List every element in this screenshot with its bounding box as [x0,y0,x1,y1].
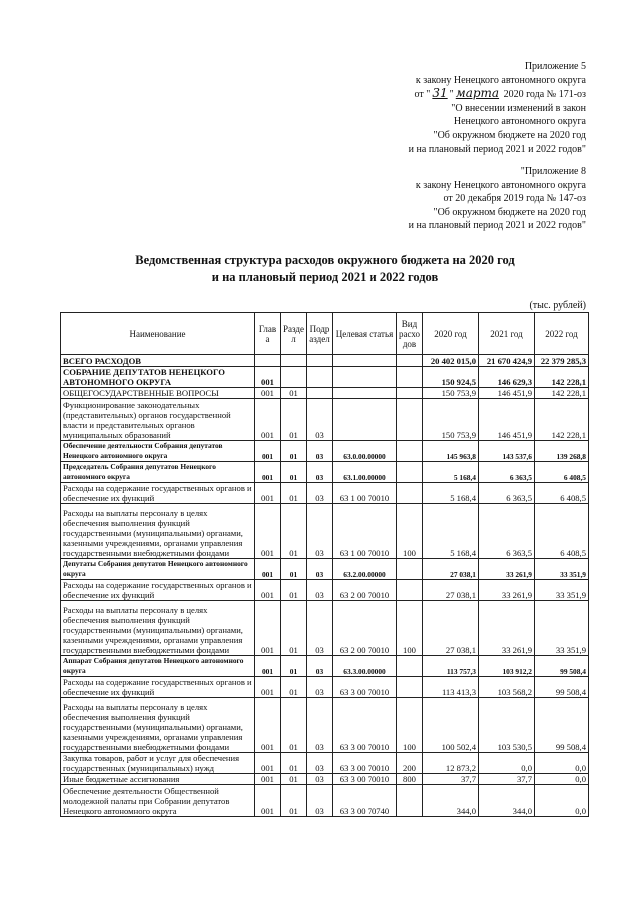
row-glava-cell: 001 [255,441,281,462]
row-2020-cell: 113 413,3 [423,677,479,698]
row-name-cell: СОБРАНИЕ ДЕПУТАТОВ НЕНЕЦКОГО АВТОНОМНОГО ОКРУГА [61,367,255,388]
header-line: к закону Ненецкого автономного округа [415,179,586,191]
row-glava-cell: 001 [255,753,281,774]
table-row [61,355,589,367]
row-2022-cell: 33 351,9 [535,580,589,601]
row-2022-cell: 139 268,8 [535,441,589,462]
row-2022-cell: 6 408,5 [535,504,589,559]
row-2021-cell: 103 568,2 [479,677,535,698]
row-razdel-cell: 01 [281,677,307,698]
row-2020-cell: 344,0 [423,785,479,817]
col-2022-header: 2022 год [535,313,589,355]
row-2020-cell: 5 168,4 [423,483,479,504]
units-label: (тыс. рублей) [529,300,586,311]
row-2021-cell: 21 670 424,9 [479,355,535,367]
row-2022-cell: 142 228,1 [535,399,589,441]
row-vid-cell [397,483,423,504]
row-podrazdel-cell [307,355,333,367]
row-target-cell: 63 3 00 70010 [333,753,397,774]
row-2022-cell: 6 408,5 [535,462,589,483]
row-2022-cell: 33 351,9 [535,601,589,656]
row-razdel-cell: 01 [281,441,307,462]
row-2021-cell: 33 261,9 [479,580,535,601]
header-line: "О внесении изменений в закон [451,102,586,114]
table-row [61,753,589,774]
header-line: и на плановый период 2021 и 2022 годов" [408,143,586,155]
header-line: и на плановый период 2021 и 2022 годов" [408,220,586,232]
row-name-cell: Расходы на содержание государственных органов и обеспечение их функций [61,580,255,601]
row-2022-cell: 142 228,1 [535,367,589,388]
row-target-cell [333,388,397,399]
row-2020-cell: 27 038,1 [423,580,479,601]
row-podrazdel-cell: 03 [307,462,333,483]
row-2021-cell: 146 451,9 [479,399,535,441]
row-podrazdel-cell: 03 [307,601,333,656]
row-podrazdel-cell: 03 [307,483,333,504]
header-date-line [409,87,586,102]
row-glava-cell: 001 [255,656,281,677]
header-line: "Приложение 8 [520,166,586,177]
table-body [61,355,589,817]
row-vid-cell [397,677,423,698]
table-row [61,559,589,580]
table-row [61,388,589,399]
table-row [61,785,589,817]
col-podrazdel-header: Подр аздел [307,313,333,355]
row-glava-cell: 001 [255,399,281,441]
col-2021-header: 2021 год [479,313,535,355]
row-name-cell: Аппарат Собрания депутатов Ненецкого автономного округа [61,656,255,677]
row-name-cell: Функционирование законодательных (представительных) органов государственной власти и представительных органов муниципальных образований [61,399,255,441]
row-2022-cell: 0,0 [535,753,589,774]
row-razdel-cell: 01 [281,601,307,656]
row-target-cell: 63.2.00.00000 [333,559,397,580]
row-target-cell [333,367,397,388]
header-date-prefix: от " [414,89,431,101]
row-2021-cell: 37,7 [479,774,535,785]
row-2020-cell: 150 753,9 [423,399,479,441]
row-podrazdel-cell: 03 [307,559,333,580]
header-line: Приложение 5 [524,61,586,72]
row-target-cell: 63 2 00 70010 [333,601,397,656]
row-2020-cell: 100 502,4 [423,698,479,753]
row-2022-cell: 0,0 [535,785,589,817]
row-name-cell: Председатель Собрания депутатов Ненецкого автономного округа [61,462,255,483]
row-target-cell: 63.3.00.00000 [333,656,397,677]
row-2020-cell: 5 168,4 [423,504,479,559]
row-2020-cell: 27 038,1 [423,559,479,580]
row-glava-cell: 001 [255,601,281,656]
row-vid-cell [397,355,423,367]
row-2021-cell: 103 912,2 [479,656,535,677]
row-2022-cell: 99 508,4 [535,677,589,698]
table-row [61,462,589,483]
row-2021-cell: 33 261,9 [479,559,535,580]
row-2022-cell: 99 508,4 [535,698,589,753]
row-name-cell: Расходы на содержание государственных органов и обеспечение их функций [61,677,255,698]
row-razdel-cell: 01 [281,483,307,504]
row-2022-cell: 99 508,4 [535,656,589,677]
row-vid-cell: 100 [397,698,423,753]
row-2020-cell: 27 038,1 [423,601,479,656]
row-2021-cell: 6 363,5 [479,483,535,504]
row-2021-cell: 146 629,3 [479,367,535,388]
row-vid-cell [397,441,423,462]
table-row [61,580,589,601]
document-title [60,252,590,286]
row-name-cell: Расходы на выплаты персоналу в целях обеспечения выполнения функций государственными (муниципальными) органами, казенными учреждениями, органами управления государственными внебюджетными фондами [61,504,255,559]
row-vid-cell: 800 [397,774,423,785]
col-name-header: Наименование [61,313,255,355]
row-razdel-cell: 01 [281,504,307,559]
row-razdel-cell: 01 [281,753,307,774]
row-name-cell: Депутаты Собрания депутатов Ненецкого автономного округа [61,559,255,580]
table-row [61,698,589,753]
row-razdel-cell: 01 [281,399,307,441]
header-line: от 20 декабря 2019 года № 147-оз [443,193,586,205]
row-glava-cell: 001 [255,462,281,483]
row-2021-cell: 103 530,5 [479,698,535,753]
col-glava-header: Глав а [255,313,281,355]
row-podrazdel-cell [307,388,333,399]
row-vid-cell [397,399,423,441]
col-vid-header: Вид расхо дов [397,313,423,355]
row-2022-cell: 6 408,5 [535,483,589,504]
row-podrazdel-cell [307,367,333,388]
title-line: Ведомственная структура расходов окружного бюджета на 2020 год [135,253,515,267]
row-2021-cell: 0,0 [479,753,535,774]
row-target-cell: 63 1 00 70010 [333,483,397,504]
row-target-cell: 63.1.00.00000 [333,462,397,483]
row-glava-cell: 001 [255,580,281,601]
header-line: "Об окружном бюджете на 2020 год [433,206,586,218]
header-date-mid: " [449,89,454,101]
row-2022-cell: 33 351,9 [535,559,589,580]
header-line: Ненецкого автономного округа [453,116,586,128]
row-target-cell [333,355,397,367]
row-razdel-cell: 01 [281,388,307,399]
row-razdel-cell: 01 [281,656,307,677]
row-vid-cell: 100 [397,601,423,656]
row-podrazdel-cell: 03 [307,774,333,785]
row-razdel-cell: 01 [281,785,307,817]
table-row [61,504,589,559]
row-name-cell: ОБЩЕГОСУДАРСТВЕННЫЕ ВОПРОСЫ [61,388,255,399]
row-glava-cell: 001 [255,367,281,388]
table-row [61,601,589,656]
row-name-cell: Расходы на выплаты персоналу в целях обеспечения выполнения функций государственными (муниципальными) органами, казенными учреждениями, органами управления государственными внебюджетными фондами [61,698,255,753]
row-glava-cell [255,355,281,367]
table-row [61,656,589,677]
row-2020-cell: 150 753,9 [423,388,479,399]
table-row [61,367,589,388]
row-vid-cell [397,367,423,388]
col-target-header: Целевая статья [333,313,397,355]
row-2022-cell: 22 379 285,3 [535,355,589,367]
row-name-cell: Расходы на содержание государственных органов и обеспечение их функций [61,483,255,504]
row-target-cell: 63 3 00 70740 [333,785,397,817]
header-line: к закону Ненецкого автономного округа [415,74,586,86]
row-name-cell: Обеспечение деятельности Собрания депутатов Ненецкого автономного округа [61,441,255,462]
appendix-header-original [409,165,586,233]
row-vid-cell [397,388,423,399]
row-glava-cell: 001 [255,388,281,399]
row-podrazdel-cell: 03 [307,677,333,698]
row-target-cell [333,399,397,441]
row-glava-cell: 001 [255,504,281,559]
row-2021-cell: 143 537,6 [479,441,535,462]
row-2020-cell: 145 963,8 [423,441,479,462]
row-name-cell: ВСЕГО РАСХОДОВ [61,355,255,367]
row-vid-cell [397,559,423,580]
row-2021-cell: 6 363,5 [479,504,535,559]
row-2020-cell: 12 873,2 [423,753,479,774]
col-2020-header: 2020 год [423,313,479,355]
row-razdel-cell: 01 [281,559,307,580]
row-podrazdel-cell: 03 [307,441,333,462]
row-glava-cell: 001 [255,774,281,785]
row-podrazdel-cell: 03 [307,399,333,441]
budget-table [60,312,589,817]
row-glava-cell: 001 [255,677,281,698]
row-target-cell: 63 3 00 70010 [333,677,397,698]
row-target-cell: 63 2 00 70010 [333,580,397,601]
row-vid-cell: 100 [397,504,423,559]
table-header-row [61,313,589,355]
row-name-cell: Иные бюджетные ассигнования [61,774,255,785]
row-2020-cell: 113 757,3 [423,656,479,677]
row-podrazdel-cell: 03 [307,504,333,559]
handwritten-month: марта [455,86,500,101]
col-razdel-header: Разде л [281,313,307,355]
row-target-cell: 63 3 00 70010 [333,698,397,753]
row-target-cell: 63.0.00.00000 [333,441,397,462]
table-row [61,441,589,462]
row-podrazdel-cell: 03 [307,753,333,774]
row-razdel-cell: 01 [281,774,307,785]
appendix-header-current [409,60,586,156]
row-vid-cell [397,580,423,601]
table-row [61,483,589,504]
header-line: "Об окружном бюджете на 2020 год [433,129,586,141]
header-date-suffix: 2020 года № 171-оз [501,89,586,101]
row-2021-cell: 344,0 [479,785,535,817]
row-razdel-cell [281,355,307,367]
row-razdel-cell: 01 [281,580,307,601]
table-row [61,774,589,785]
row-glava-cell: 001 [255,483,281,504]
row-podrazdel-cell: 03 [307,785,333,817]
row-podrazdel-cell: 03 [307,580,333,601]
row-name-cell: Расходы на выплаты персоналу в целях обеспечения выполнения функций государственными (муниципальными) органами, казенными учреждениями, органами управления государственными внебюджетными фондами [61,601,255,656]
row-razdel-cell [281,367,307,388]
row-vid-cell [397,785,423,817]
handwritten-day: 31 [432,86,448,101]
row-vid-cell [397,462,423,483]
row-glava-cell: 001 [255,785,281,817]
row-2020-cell: 5 168,4 [423,462,479,483]
row-name-cell: Обеспечение деятельности Общественной молодежной палаты при Собрании депутатов Ненецкого автономного округа [61,785,255,817]
row-2021-cell: 146 451,9 [479,388,535,399]
title-line: и на плановый период 2021 и 2022 годов [211,270,439,284]
row-vid-cell: 200 [397,753,423,774]
row-2021-cell: 33 261,9 [479,601,535,656]
row-razdel-cell: 01 [281,698,307,753]
row-razdel-cell: 01 [281,462,307,483]
row-2021-cell: 6 363,5 [479,462,535,483]
row-name-cell: Закупка товаров, работ и услуг для обеспечения государственных (муниципальных) нужд [61,753,255,774]
row-2020-cell: 37,7 [423,774,479,785]
row-podrazdel-cell: 03 [307,656,333,677]
table-row [61,399,589,441]
row-podrazdel-cell: 03 [307,698,333,753]
row-2022-cell: 0,0 [535,774,589,785]
row-2022-cell: 142 228,1 [535,388,589,399]
row-2020-cell: 150 924,5 [423,367,479,388]
row-glava-cell: 001 [255,698,281,753]
row-target-cell: 63 1 00 70010 [333,504,397,559]
table-row [61,677,589,698]
row-vid-cell [397,656,423,677]
row-2020-cell: 20 402 015,0 [423,355,479,367]
row-glava-cell: 001 [255,559,281,580]
row-target-cell: 63 3 00 70010 [333,774,397,785]
